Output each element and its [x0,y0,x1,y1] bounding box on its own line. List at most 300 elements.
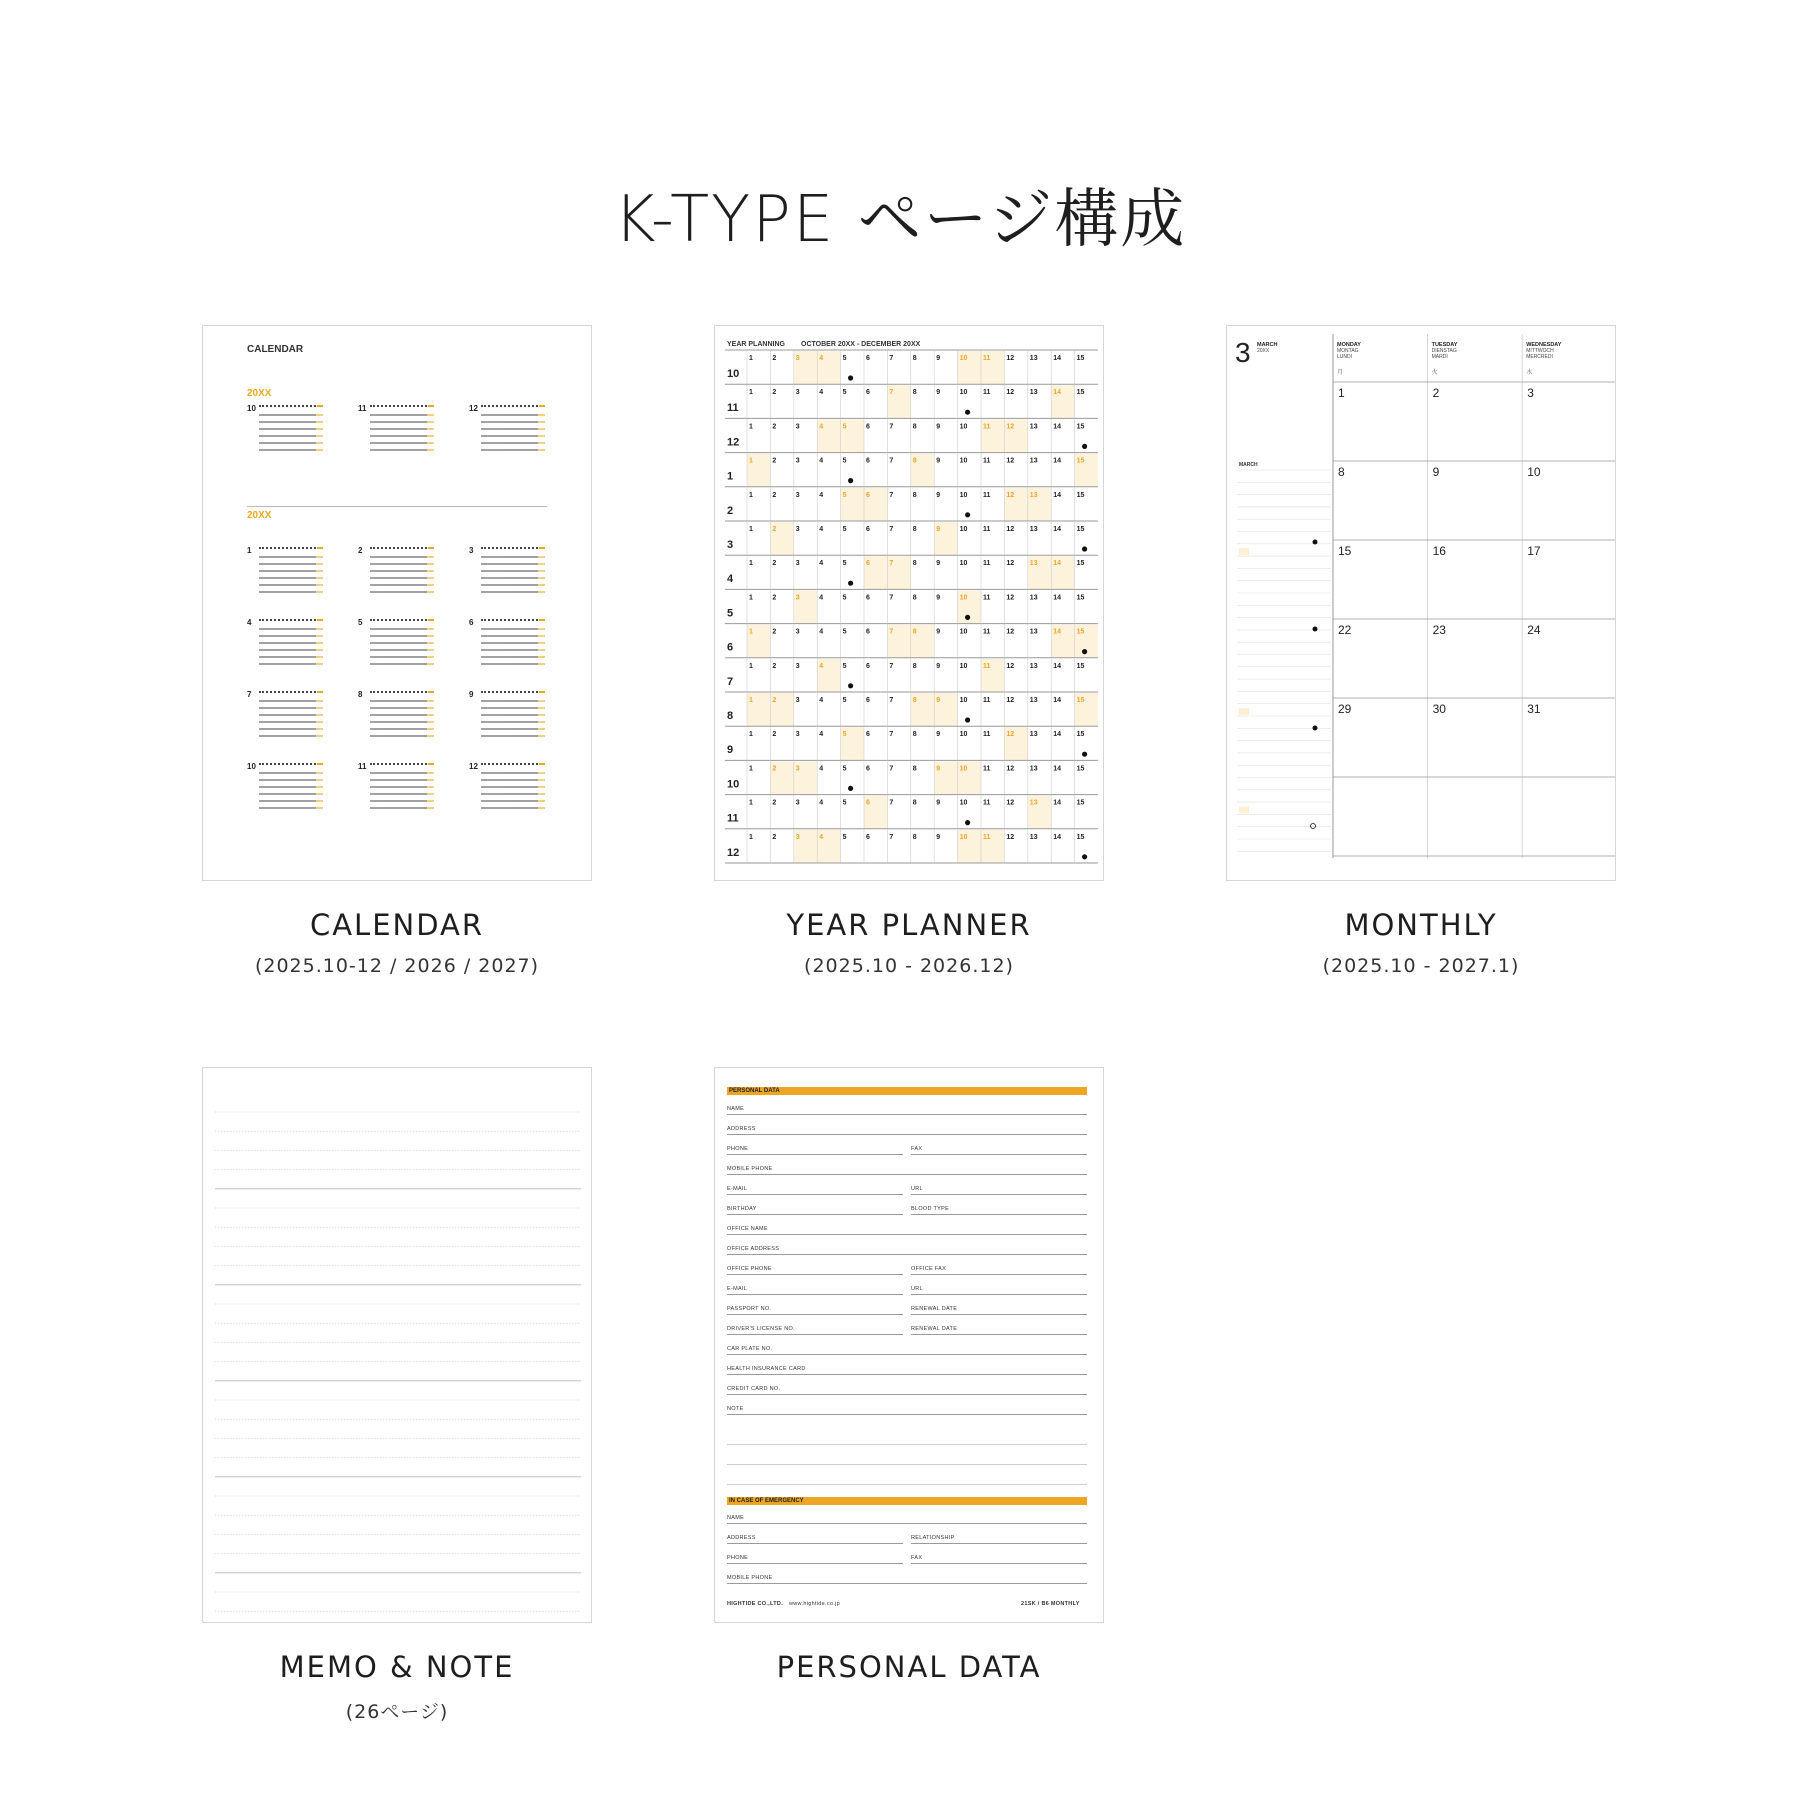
personal-data-field-line [727,1414,1087,1415]
year-planner-day: 13 [1029,662,1038,670]
year-planner-day: 3 [795,628,800,636]
calendar-date-rows [481,556,545,596]
monthly-weekday-de: MITTWOCH [1526,348,1554,354]
calendar-month-block [358,404,438,456]
year-planner-day: 8 [912,662,917,670]
personal-data-note-line [727,1444,1087,1445]
year-planner-month: 5 [727,607,734,620]
year-planner-day: 8 [912,594,917,602]
year-planner-day: 2 [772,731,777,739]
calendar-month-number: 8 [358,690,363,699]
year-planner-moon-dot [848,683,853,688]
personal-data-field-label: E-MAIL [727,1286,748,1292]
year-planner-day: 9 [936,765,941,773]
year-planner-heading: YEAR PLANNING [727,341,785,348]
calendar-date-rows [259,556,323,596]
year-planner-day: 15 [1076,389,1085,397]
personal-data-field-label: BIRTHDAY [727,1206,757,1212]
year-planner-day: 15 [1076,799,1085,807]
year-planner-day: 3 [795,833,800,841]
year-planner-day: 12 [1006,526,1015,533]
personal-data-field-line [727,1583,1087,1584]
calendar-month-number: 9 [469,690,474,699]
personal-data-page-thumbnail [714,1067,1104,1623]
year-planner-day: 11 [983,833,991,841]
year-planner-day: 12 [1006,662,1015,670]
year-planner-day: 4 [819,628,824,636]
personal-data-field-label: PHONE [727,1555,749,1561]
year-planner-day: 4 [819,594,824,602]
calendar-weekday-row [370,547,434,552]
calendar-month-block [247,762,327,814]
personal-data-field-line [727,1134,1087,1135]
year-planner-page-thumbnail [714,325,1104,881]
year-planner-day: 10 [959,628,968,636]
year-planner-moon-dot [1082,444,1087,449]
panel-label-personal-data: PERSONAL DATA [776,1650,1042,1684]
year-planner-moon-dot [1082,752,1087,757]
year-planner-day: 2 [772,833,777,841]
year-planner-day: 7 [889,389,894,397]
personal-data-field-line [727,1334,903,1335]
year-planner-day: 2 [772,560,777,568]
monthly-date: 23 [1432,623,1446,637]
year-planner-day: 8 [912,833,917,841]
year-planner-day: 9 [936,389,941,397]
year-planner-day: 12 [1006,765,1015,773]
personal-data-field-label: OFFICE PHONE [727,1266,772,1272]
year-planner-day: 15 [1076,423,1085,431]
year-planner-month: 10 [727,778,740,791]
personal-data-field-label: NOTE [727,1406,744,1412]
year-planner-day: 14 [1053,799,1061,807]
year-planner-day: 5 [842,628,847,636]
memo-ruled-lines [203,1068,592,1623]
calendar-weekday-row [370,405,434,410]
year-planner-day: 1 [749,662,753,670]
monthly-year: 20XX [1257,348,1270,354]
year-planner-day: 13 [1029,457,1038,465]
year-planner-moon-dot [848,478,853,483]
calendar-divider [247,506,547,507]
year-planner-day: 6 [866,389,870,397]
personal-data-field-line [911,1334,1087,1335]
panel-range-calendar: (2025.10-12 / 2026 / 2027) [254,955,540,977]
personal-data-field-label: MOBILE PHONE [727,1166,773,1172]
monthly-moon-dot [1311,824,1316,829]
year-planner-day: 9 [936,560,941,568]
year-planner-day: 5 [842,833,847,841]
year-planner-day: 3 [795,560,800,568]
monthly-weekday-jp: 火 [1431,369,1438,376]
year-planner-day: 9 [936,697,941,704]
monthly-side-label: MARCH [1239,462,1258,468]
calendar-date-rows [370,772,434,812]
calendar-date-rows [370,556,434,596]
monthly-weekday-de: MONTAG [1337,348,1359,354]
calendar-weekday-row [259,619,323,624]
year-planner-day: 6 [866,491,870,499]
calendar-weekday-row [259,691,323,696]
calendar-weekday-row [370,763,434,768]
monthly-month-number: 3 [1235,337,1251,368]
year-planner-day: 5 [842,423,847,431]
year-planner-day: 13 [1029,833,1038,841]
year-planner-day: 13 [1029,423,1038,431]
year-planner-day: 11 [983,662,991,670]
year-planner-day: 14 [1053,423,1061,431]
year-planner-month: 8 [727,710,734,722]
year-planner-day: 6 [866,662,870,670]
year-planner-day: 5 [842,731,847,739]
calendar-month-block [247,546,327,598]
year-planner-day: 7 [889,833,894,841]
year-planner-moon-dot [848,375,853,380]
calendar-month-number: 10 [247,404,256,413]
year-planner-day: 12 [1006,628,1015,636]
year-planner-day: 6 [866,560,870,568]
calendar-year-label: 20XX [247,388,272,399]
calendar-weekday-row [370,619,434,624]
year-planner-day: 13 [1029,594,1038,602]
year-planner-day: 10 [959,833,968,841]
year-planner-day: 8 [912,491,917,499]
year-planner-day: 4 [819,731,824,739]
calendar-month-number: 12 [469,762,478,771]
panel-range-year-planner: (2025.10 - 2026.12) [804,955,1014,977]
monthly-date: 2 [1432,386,1440,400]
personal-data-field-line [727,1254,1087,1255]
year-planner-day: 7 [889,560,894,568]
year-planner-day: 7 [889,526,894,533]
year-planner-day: 4 [819,697,824,704]
year-planner-day: 6 [866,833,870,841]
memo-page-thumbnail [202,1067,592,1623]
year-planner-day: 7 [889,731,894,739]
monthly-side-highlight [1239,806,1249,813]
panel-label-year-planner: YEAR PLANNER [786,908,1032,942]
monthly-date: 10 [1527,465,1541,479]
year-planner-day: 1 [749,833,753,841]
calendar-weekday-row [481,619,545,624]
personal-data-field-line [911,1543,1087,1544]
year-planner-day: 6 [866,731,870,739]
year-planner-month: 2 [727,504,734,517]
panel-label-monthly: MONTHLY [1344,908,1498,942]
year-planner-day: 9 [936,355,941,362]
year-planner-day: 12 [1006,491,1015,499]
year-planner-day: 6 [866,423,870,431]
year-planner-range: OCTOBER 20XX - DECEMBER 20XX [801,341,921,348]
year-planner-day: 15 [1076,457,1085,465]
personal-data-field-line [727,1314,903,1315]
personal-data-field-label: NAME [727,1515,745,1521]
year-planner-day: 2 [772,355,777,362]
personal-data-note-line [727,1484,1087,1485]
year-planner-moon-dot [965,820,970,825]
year-planner-day: 13 [1029,731,1038,739]
year-planner-day: 9 [936,662,941,670]
year-planner-day: 10 [959,389,968,397]
year-planner-day: 3 [795,491,800,499]
monthly-date: 3 [1527,386,1534,400]
year-planner-day: 3 [795,799,800,807]
year-planner-day: 4 [819,662,824,670]
personal-data-field-label: FAX [911,1555,923,1561]
year-planner-day: 3 [795,662,800,670]
monthly-grid [1227,326,1616,881]
year-planner-moon-dot [1082,854,1087,859]
year-planner-day: 5 [842,389,847,397]
year-planner-day: 11 [983,697,991,704]
year-planner-month: 3 [727,539,734,551]
year-planner-day: 12 [1006,457,1015,465]
monthly-weekday-fr: LUNDI [1337,354,1353,360]
calendar-month-number: 6 [469,618,474,627]
year-planner-day: 4 [819,457,824,465]
calendar-weekday-row [259,405,323,410]
calendar-weekday-row [259,547,323,552]
year-planner-day: 3 [795,697,800,704]
year-planner-day: 5 [842,799,847,807]
year-planner-day: 5 [842,457,847,465]
calendar-date-rows [259,628,323,668]
year-planner-day: 1 [749,731,753,739]
year-planner-day: 7 [889,697,894,704]
personal-data-field-line [727,1194,903,1195]
year-planner-day: 3 [795,594,800,602]
year-planner-day: 9 [936,799,941,807]
calendar-date-rows [259,700,323,740]
year-planner-day: 8 [912,799,917,807]
year-planner-day: 13 [1029,765,1038,773]
calendar-month-number: 10 [247,762,256,771]
year-planner-moon-dot [965,410,970,415]
year-planner-day: 2 [772,526,777,533]
personal-data-field-line [727,1154,903,1155]
year-planner-day: 5 [842,560,847,568]
calendar-month-number: 12 [469,404,478,413]
personal-data-field-label: HEALTH INSURANCE CARD [727,1366,806,1372]
year-planner-day: 6 [866,628,870,636]
year-planner-day: 10 [959,662,968,670]
calendar-month-number: 11 [358,762,367,771]
year-planner-day: 1 [749,765,753,773]
calendar-date-rows [481,628,545,668]
calendar-month-number: 2 [358,546,363,555]
year-planner-day: 15 [1076,662,1085,670]
year-planner-day: 10 [959,697,968,704]
year-planner-month: 7 [727,675,734,688]
year-planner-month: 10 [727,368,740,380]
calendar-weekday-row [481,405,545,410]
year-planner-day: 15 [1076,526,1085,533]
year-planner-day: 1 [749,457,753,465]
personal-data-footer-company: HIGHTIDE CO.,LTD. [727,1601,784,1607]
personal-data-field-line [911,1294,1087,1295]
calendar-month-number: 7 [247,690,252,699]
personal-data-field-line [911,1214,1087,1215]
year-planner-day: 4 [819,389,824,397]
year-planner-day: 13 [1029,628,1038,636]
year-planner-day: 10 [959,491,968,499]
personal-data-field-line [727,1294,903,1295]
year-planner-day: 5 [842,526,847,533]
year-planner-day: 7 [889,765,894,773]
personal-data-field-label: URL [911,1186,923,1192]
year-planner-day: 14 [1053,662,1061,670]
year-planner-day: 1 [749,697,753,704]
year-planner-day: 8 [912,457,917,465]
year-planner-day: 7 [889,457,894,465]
panel-range-memo: (26ページ) [345,1701,449,1723]
calendar-date-rows [259,414,323,454]
year-planner-day: 14 [1053,526,1061,533]
year-planner-day: 4 [819,560,824,568]
personal-data-field-label: CAR PLATE NO. [727,1346,773,1352]
calendar-month-block [358,762,438,814]
year-planner-day: 2 [772,765,777,773]
year-planner-day: 6 [866,799,870,807]
year-planner-day: 15 [1076,491,1085,499]
personal-data-field-label: ADDRESS [727,1535,756,1541]
year-planner-day: 9 [936,423,941,431]
year-planner-day: 9 [936,526,941,533]
personal-data-field-label: OFFICE FAX [911,1266,947,1272]
year-planner-moon-dot [965,615,970,620]
year-planner-day: 14 [1053,833,1061,841]
calendar-weekday-row [481,547,545,552]
year-planner-day: 10 [959,423,968,431]
year-planner-day: 6 [866,697,870,704]
year-planner-day: 1 [749,389,753,397]
monthly-weekday-jp: 水 [1526,369,1533,376]
panel-range-monthly: (2025.10 - 2027.1) [1322,955,1520,977]
monthly-date: 9 [1432,465,1440,479]
personal-data-field-line [727,1234,1087,1235]
personal-data-field-label: DRIVER'S LICENSE NO. [727,1326,795,1332]
year-planner-day: 14 [1053,389,1061,397]
calendar-page-thumbnail [202,325,592,881]
year-planner-day: 13 [1029,526,1038,533]
calendar-date-rows [370,700,434,740]
year-planner-day: 12 [1006,355,1015,362]
year-planner-day: 4 [819,355,824,362]
year-planner-day: 11 [983,731,991,739]
year-planner-day: 5 [842,491,847,499]
year-planner-day: 11 [983,799,991,807]
panel-label-calendar: CALENDAR [309,908,485,942]
personal-data-field-label: RELATIONSHIP [911,1535,955,1541]
year-planner-day: 2 [772,491,777,499]
calendar-month-block [469,404,549,456]
year-planner-day: 7 [889,355,894,362]
year-planner-day: 4 [819,833,824,841]
year-planner-day: 15 [1076,765,1085,773]
year-planner-day: 10 [959,594,968,602]
calendar-weekday-row [370,691,434,696]
year-planner-day: 13 [1029,799,1038,807]
calendar-month-block [469,762,549,814]
year-planner-day: 9 [936,731,941,739]
personal-data-field-line [911,1274,1087,1275]
personal-data-field-line [727,1354,1087,1355]
calendar-date-rows [370,414,434,454]
personal-data-field-label: PHONE [727,1146,749,1152]
personal-data-field-line [911,1194,1087,1195]
year-planner-day: 14 [1053,457,1061,465]
year-planner-day: 3 [795,526,800,533]
personal-data-section-bar [727,1087,1087,1095]
year-planner-day: 3 [795,731,800,739]
year-planner-day: 7 [889,628,894,636]
year-planner-day: 10 [959,457,968,465]
year-planner-day: 3 [795,765,800,773]
calendar-month-block [247,690,327,742]
year-planner-day: 5 [842,355,847,362]
year-planner-day: 15 [1076,833,1085,841]
year-planner-day: 15 [1076,594,1085,602]
year-planner-day: 14 [1053,491,1061,499]
year-planner-day: 13 [1029,355,1038,362]
year-planner-day: 9 [936,491,941,499]
year-planner-day: 1 [749,491,753,499]
year-planner-day: 12 [1006,560,1015,568]
year-planner-day: 4 [819,765,824,773]
year-planner-day: 2 [772,628,777,636]
year-planner-day: 4 [819,799,824,807]
year-planner-day: 7 [889,799,894,807]
year-planner-day: 13 [1029,389,1038,397]
personal-data-field-label: CREDIT CARD NO. [727,1386,781,1392]
year-planner-day: 1 [749,560,753,568]
year-planner-day: 14 [1053,628,1061,636]
year-planner-day: 6 [866,457,870,465]
year-planner-day: 12 [1006,833,1015,841]
monthly-weekday-fr: MERCREDI [1526,354,1553,360]
year-planner-day: 15 [1076,560,1085,568]
year-planner-day: 12 [1006,594,1015,602]
year-planner-moon-dot [848,581,853,586]
monthly-date: 17 [1527,544,1541,558]
year-planner-day: 1 [749,799,753,807]
year-planner-day: 2 [772,457,777,465]
calendar-date-rows [370,628,434,668]
personal-data-section-title: IN CASE OF EMERGENCY [729,1498,804,1504]
year-planner-day: 8 [912,628,917,636]
year-planner-day: 1 [749,594,753,602]
calendar-weekday-row [481,763,545,768]
year-planner-day: 8 [912,526,917,533]
year-planner-day: 11 [983,560,991,568]
year-planner-month: 11 [727,812,739,825]
year-planner-day: 8 [912,389,917,397]
year-planner-day: 11 [983,526,991,533]
personal-data-field-label: MOBILE PHONE [727,1575,773,1581]
year-planner-moon-dot [965,717,970,722]
monthly-weekday: TUESDAY [1431,342,1458,348]
monthly-moon-dot [1313,540,1318,545]
year-planner-day: 14 [1053,560,1061,568]
personal-data-field-line [911,1314,1087,1315]
year-planner-day: 2 [772,389,777,397]
personal-data-field-line [911,1154,1087,1155]
year-planner-day: 4 [819,526,824,533]
year-planner-day: 4 [819,491,824,499]
year-planner-day: 6 [866,526,870,533]
personal-data-note-line [727,1464,1087,1465]
year-planner-day: 12 [1006,697,1015,704]
